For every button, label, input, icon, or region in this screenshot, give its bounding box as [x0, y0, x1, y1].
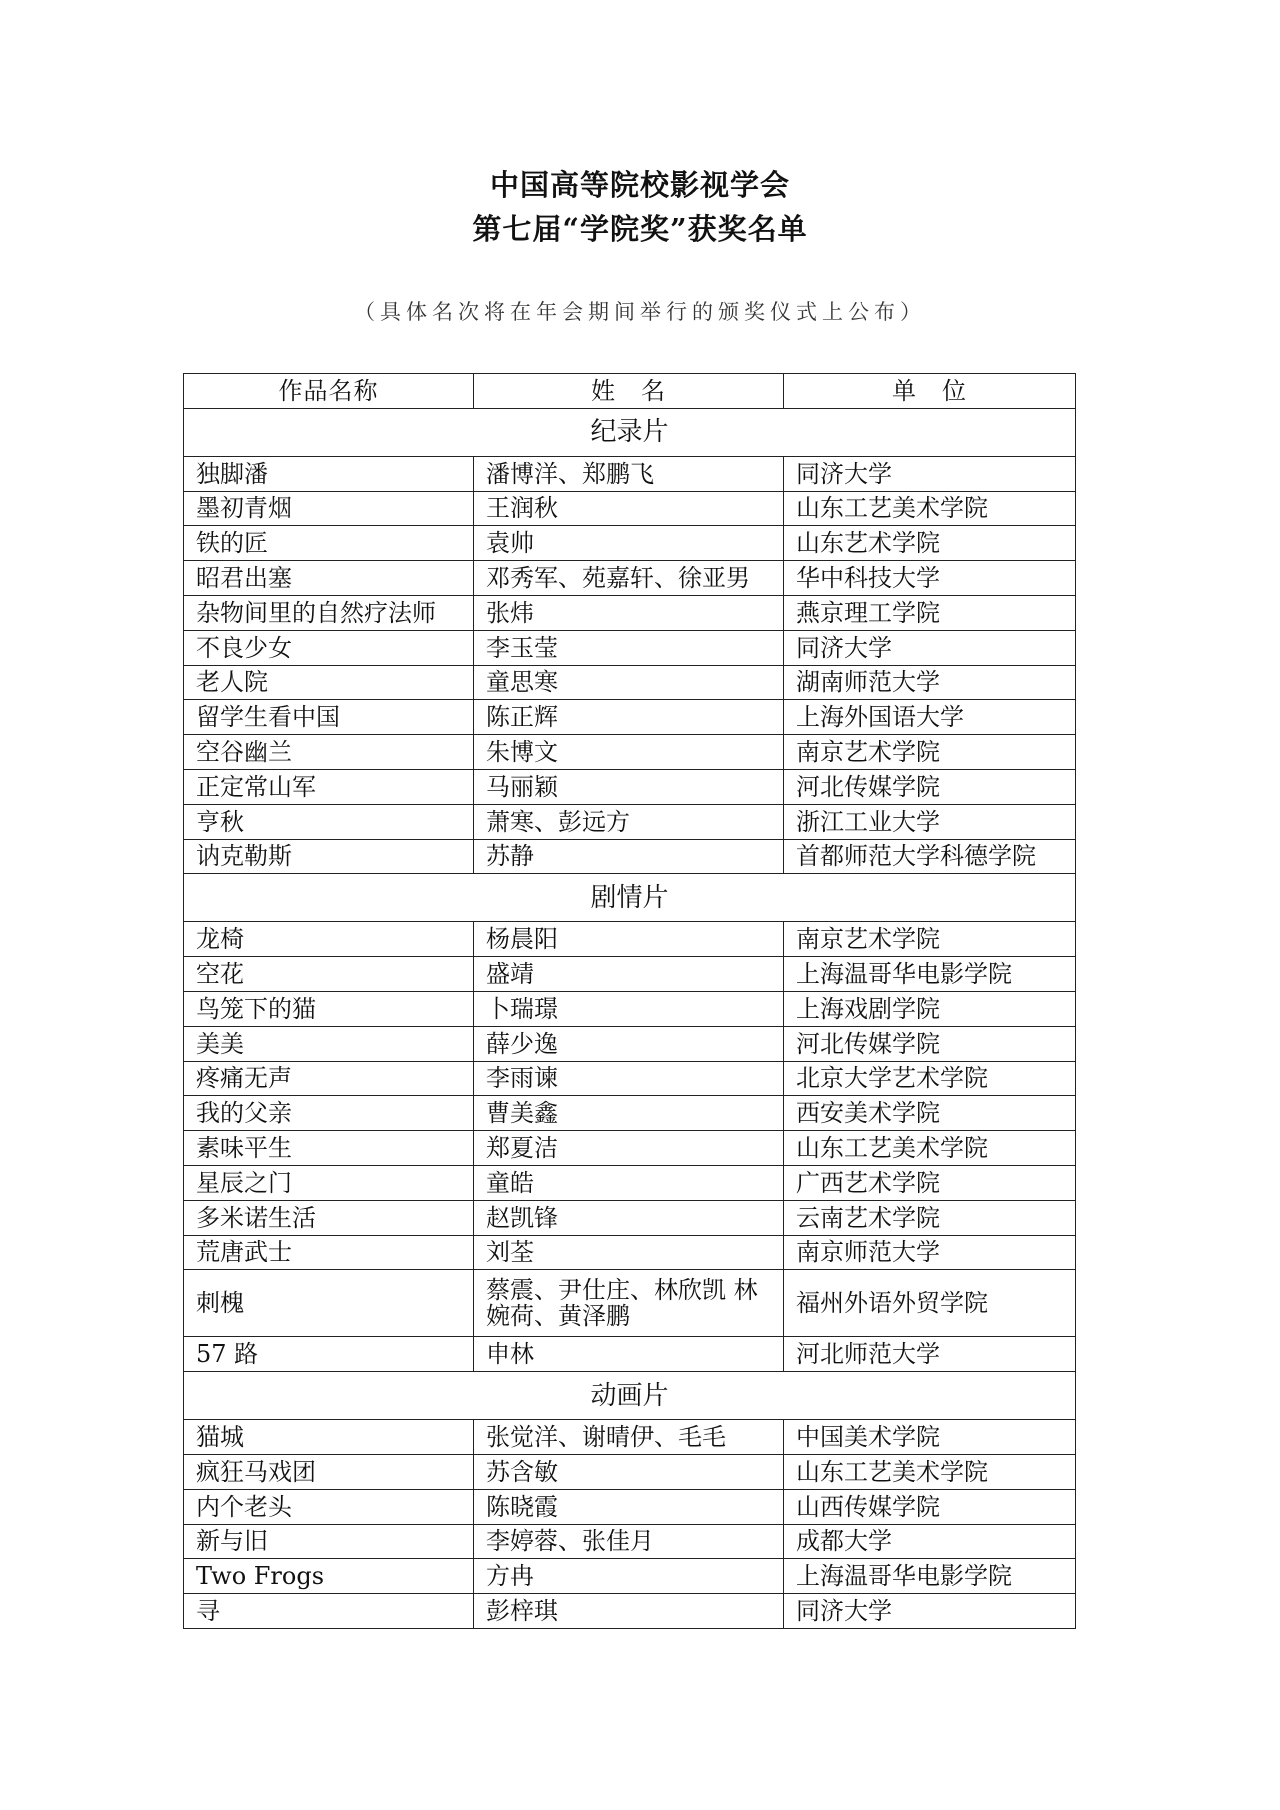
- table-row: [184, 1200, 1076, 1235]
- cell-author-names: 邓秀军、苑嘉轩、徐亚男: [474, 561, 784, 596]
- cell-institution: 同济大学: [784, 630, 1076, 665]
- ranking-note: （具体名次将在年会期间举行的颁奖仪式上公布）: [354, 300, 926, 324]
- cell-author-names: 盛靖: [474, 957, 784, 992]
- cell-work-title: 新与旧: [184, 1524, 474, 1559]
- cell-institution: 西安美术学院: [784, 1096, 1076, 1131]
- cell-institution: 广西艺术学院: [784, 1165, 1076, 1200]
- cell-institution: 成都大学: [784, 1524, 1076, 1559]
- cell-work-title: 正定常山军: [184, 769, 474, 804]
- cell-institution: 山东艺术学院: [784, 526, 1076, 561]
- cell-institution: 南京艺术学院: [784, 922, 1076, 957]
- table-row: [184, 456, 1076, 491]
- cell-author-names: 薛少逸: [474, 1026, 784, 1061]
- table-row: [184, 1165, 1076, 1200]
- table-row: [184, 1559, 1076, 1594]
- cell-author-names: 李雨谏: [474, 1061, 784, 1096]
- cell-work-title: 铁的匠: [184, 526, 474, 561]
- cell-work-title: 星辰之门: [184, 1165, 474, 1200]
- table-row: [184, 839, 1076, 874]
- cell-work-title: 墨初青烟: [184, 491, 474, 526]
- cell-author-names: 潘博洋、郑鹏飞: [474, 456, 784, 491]
- table-row: [184, 1594, 1076, 1629]
- cell-author-names: 王润秋: [474, 491, 784, 526]
- cell-work-title: 素味平生: [184, 1131, 474, 1166]
- cell-author-names: 赵凯锋: [474, 1200, 784, 1235]
- table-row: [184, 1489, 1076, 1524]
- cell-work-title: 独脚潘: [184, 456, 474, 491]
- cell-author-names: 张觉洋、谢晴伊、毛毛: [474, 1420, 784, 1455]
- cell-work-title: 老人院: [184, 665, 474, 700]
- cell-author-names: 苏静: [474, 839, 784, 874]
- table-row: [184, 991, 1076, 1026]
- cell-work-title: 不良少女: [184, 630, 474, 665]
- category-row: [184, 1372, 1076, 1420]
- cell-work-title: 昭君出塞: [184, 561, 474, 596]
- cell-institution: 上海外国语大学: [784, 700, 1076, 735]
- table-row: [184, 1420, 1076, 1455]
- cell-author-names: 方冉: [474, 1559, 784, 1594]
- cell-institution: 同济大学: [784, 456, 1076, 491]
- table-row: [184, 735, 1076, 770]
- table-row: [184, 1337, 1076, 1372]
- cell-work-title: 荒唐武士: [184, 1235, 474, 1270]
- cell-work-title: 讷克勒斯: [184, 839, 474, 874]
- cell-institution: 山东工艺美术学院: [784, 1131, 1076, 1166]
- table-row: [184, 1454, 1076, 1489]
- cell-work-title: 刺槐: [184, 1270, 474, 1337]
- table-row: [184, 957, 1076, 992]
- cell-author-names: 苏含敏: [474, 1454, 784, 1489]
- table-row: [184, 1270, 1076, 1337]
- cell-work-title: 我的父亲: [184, 1096, 474, 1131]
- cell-work-title: 疼痛无声: [184, 1061, 474, 1096]
- cell-author-names: 朱博文: [474, 735, 784, 770]
- table-row: [184, 1235, 1076, 1270]
- cell-author-names: 萧寒、彭远方: [474, 804, 784, 839]
- cell-work-title: 寻: [184, 1594, 474, 1629]
- cell-author-names: 蔡震、尹仕庄、林欣凯 林婉荷、黄泽鹏: [474, 1270, 784, 1337]
- cell-work-title: 留学生看中国: [184, 700, 474, 735]
- cell-institution: 河北师范大学: [784, 1337, 1076, 1372]
- cell-author-names: 袁帅: [474, 526, 784, 561]
- cell-institution: 山西传媒学院: [784, 1489, 1076, 1524]
- column-header-name: 姓 名: [474, 374, 784, 409]
- category-title: 纪录片: [184, 408, 1076, 456]
- cell-work-title: 鸟笼下的猫: [184, 991, 474, 1026]
- cell-author-names: 童皓: [474, 1165, 784, 1200]
- cell-institution: 北京大学艺术学院: [784, 1061, 1076, 1096]
- table-body: [184, 408, 1076, 1628]
- cell-author-names: 彭梓琪: [474, 1594, 784, 1629]
- table-row: [184, 595, 1076, 630]
- cell-author-names: 陈晓霞: [474, 1489, 784, 1524]
- table-row: [184, 630, 1076, 665]
- column-header-unit: 单 位: [784, 374, 1076, 409]
- table-row: [184, 665, 1076, 700]
- table-row: [184, 491, 1076, 526]
- cell-author-names: 郑夏洁: [474, 1131, 784, 1166]
- cell-institution: 上海温哥华电影学院: [784, 1559, 1076, 1594]
- category-title: 动画片: [184, 1372, 1076, 1420]
- cell-author-names: 曹美鑫: [474, 1096, 784, 1131]
- cell-institution: 同济大学: [784, 1594, 1076, 1629]
- cell-work-title: 内个老头: [184, 1489, 474, 1524]
- cell-work-title: 空花: [184, 957, 474, 992]
- table-row: [184, 922, 1076, 957]
- cell-institution: 云南艺术学院: [784, 1200, 1076, 1235]
- table-row: [184, 1524, 1076, 1559]
- table-row: [184, 1061, 1076, 1096]
- table-header-row: [184, 374, 1076, 409]
- cell-work-title: 疯狂马戏团: [184, 1454, 474, 1489]
- cell-institution: 南京艺术学院: [784, 735, 1076, 770]
- cell-institution: 首都师范大学科德学院: [784, 839, 1076, 874]
- awards-table: [183, 373, 1076, 1629]
- cell-author-names: 李玉莹: [474, 630, 784, 665]
- cell-institution: 河北传媒学院: [784, 1026, 1076, 1061]
- category-title: 剧情片: [184, 874, 1076, 922]
- cell-institution: 山东工艺美术学院: [784, 491, 1076, 526]
- cell-author-names: 刘荃: [474, 1235, 784, 1270]
- cell-institution: 华中科技大学: [784, 561, 1076, 596]
- cell-author-names: 李婷蓉、张佳月: [474, 1524, 784, 1559]
- cell-institution: 南京师范大学: [784, 1235, 1076, 1270]
- cell-work-title: Two Frogs: [184, 1559, 474, 1594]
- column-header-work: 作品名称: [184, 374, 474, 409]
- table-row: [184, 561, 1076, 596]
- table-row: [184, 700, 1076, 735]
- cell-institution: 山东工艺美术学院: [784, 1454, 1076, 1489]
- cell-institution: 福州外语外贸学院: [784, 1270, 1076, 1337]
- cell-institution: 湖南师范大学: [784, 665, 1076, 700]
- document-title-line2: 第七届“学院奖”获奖名单: [472, 212, 808, 246]
- category-row: [184, 408, 1076, 456]
- cell-institution: 上海戏剧学院: [784, 991, 1076, 1026]
- cell-work-title: 杂物间里的自然疗法师: [184, 595, 474, 630]
- table-row: [184, 804, 1076, 839]
- table-row: [184, 1026, 1076, 1061]
- cell-work-title: 美美: [184, 1026, 474, 1061]
- cell-institution: 浙江工业大学: [784, 804, 1076, 839]
- category-row: [184, 874, 1076, 922]
- table-row: [184, 1131, 1076, 1166]
- cell-work-title: 多米诺生活: [184, 1200, 474, 1235]
- cell-author-names: 卜瑞璟: [474, 991, 784, 1026]
- cell-work-title: 猫城: [184, 1420, 474, 1455]
- document-title-line1: 中国高等院校影视学会: [489, 168, 790, 202]
- cell-author-names: 童思寒: [474, 665, 784, 700]
- cell-institution: 上海温哥华电影学院: [784, 957, 1076, 992]
- cell-author-names: 申林: [474, 1337, 784, 1372]
- cell-author-names: 杨晨阳: [474, 922, 784, 957]
- table-row: [184, 526, 1076, 561]
- cell-author-names: 陈正辉: [474, 700, 784, 735]
- cell-author-names: 张炜: [474, 595, 784, 630]
- table-row: [184, 1096, 1076, 1131]
- cell-work-title: 57 路: [184, 1337, 474, 1372]
- table-row: [184, 769, 1076, 804]
- cell-author-names: 马丽颖: [474, 769, 784, 804]
- cell-work-title: 龙椅: [184, 922, 474, 957]
- cell-institution: 河北传媒学院: [784, 769, 1076, 804]
- cell-work-title: 亨秋: [184, 804, 474, 839]
- cell-institution: 中国美术学院: [784, 1420, 1076, 1455]
- cell-work-title: 空谷幽兰: [184, 735, 474, 770]
- cell-institution: 燕京理工学院: [784, 595, 1076, 630]
